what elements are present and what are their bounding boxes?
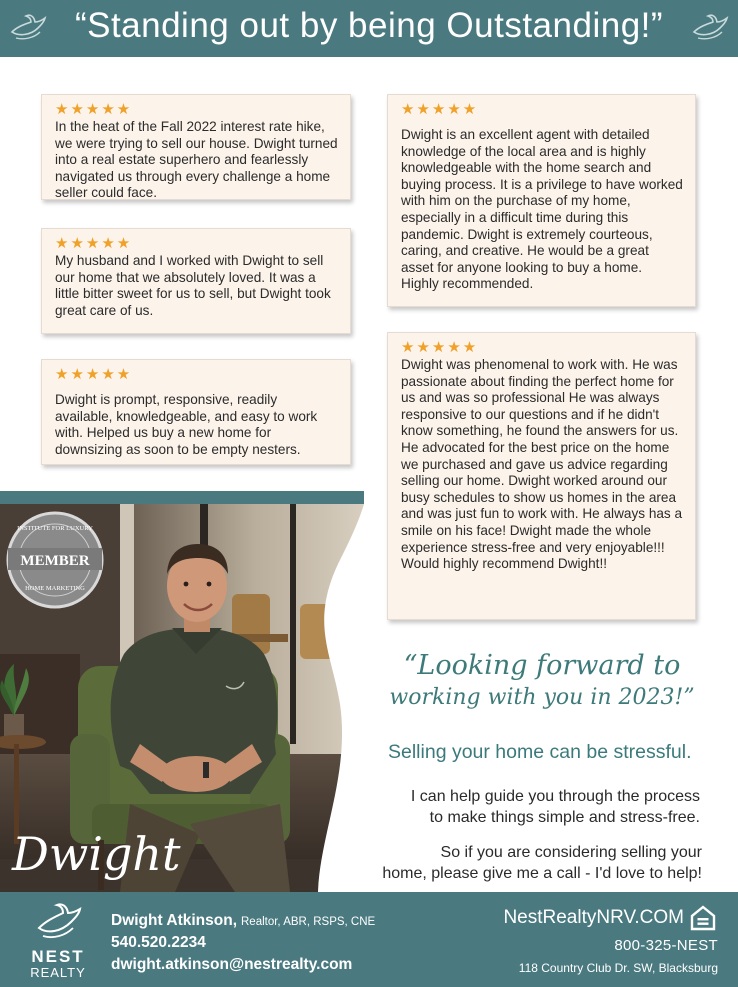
review-text: Dwight was phenomenal to work with. He was passionate about finding the perfect home for us and was so professional He was always responsive to our questions and if he didn't know something, he found the answers for us. He advocated for the best price on the home we purchased and gave us advice regarding selling our home. Dwight worked around our busy schedules to show us homes in the area and was just fun to work with. He always has a smile on his face! Dwight made the whole experience stress-free and very enjoyable!!! Would highly recommend Dwight!! (401, 357, 683, 572)
page-title: “Standing out by being Outstanding!” (74, 6, 664, 45)
review-card (387, 94, 696, 307)
badge-bottom-text: HOME MARKETING (25, 585, 85, 592)
star-rating: ★★★★★ (401, 100, 479, 118)
pitch-guide (411, 786, 700, 828)
bird-icon (690, 10, 730, 46)
agent-credentials: Realtor, ABR, RSPS, CNE (241, 916, 376, 928)
tagline-line-2: working with you in 2023!” (389, 685, 695, 710)
review-card (41, 94, 351, 200)
header-banner (0, 0, 738, 57)
tagline-line-1: “Looking forward to (403, 650, 681, 681)
star-rating: ★★★★★ (401, 338, 479, 356)
photo-top-bar (0, 491, 364, 504)
star-rating: ★★★★★ (55, 365, 133, 383)
equal-housing-icon (690, 905, 716, 931)
bird-logo-icon (33, 900, 83, 944)
footer (0, 892, 738, 987)
signature-dwight: Dwight (12, 827, 181, 881)
nest-realty-logo (22, 900, 94, 984)
logo-realty-text: REALTY (30, 965, 86, 980)
tagline (372, 650, 712, 714)
agent-email[interactable]: dwight.atkinson@nestrealty.com (111, 956, 353, 973)
office-address: 118 Country Club Dr. SW, Blacksburg (518, 961, 718, 975)
logo-nest-text: NEST (31, 947, 85, 966)
pitch-guide-line-2: to make things simple and stress-free. (429, 809, 700, 826)
pitch-call-line-2: home, please give me a call - I'd love to help! (382, 865, 702, 882)
pitch-call (382, 842, 702, 884)
pitch-call-line-1: So if you are considering selling your (440, 844, 702, 861)
review-card (41, 359, 351, 465)
star-rating: ★★★★★ (55, 100, 133, 118)
agent-phone[interactable]: 540.520.2234 (111, 934, 206, 951)
agent-name (111, 912, 375, 930)
office-phone[interactable]: 800-325-NEST (614, 937, 718, 954)
website-link[interactable]: NestRealtyNRV.COM (503, 907, 684, 928)
badge-top-text: INSTITUTE FOR LUXURY (17, 525, 93, 532)
agent-photo (0, 504, 364, 892)
badge-member-text: MEMBER (20, 553, 90, 569)
review-text: Dwight is prompt, responsive, readily available, knowledgeable, and easy to work with. Helped us buy a new home for downsizing as soon to be empty nesters. (55, 392, 318, 457)
pitch-headline: Selling your home can be stressful. (388, 741, 692, 763)
review-text: Dwight is an excellent agent with detailed knowledge of the local area and is highly knowledgeable with the home search and buying process. It is a privilege to have worked with him on the purchase of my home, especially in a difficult time during this pandemic. Dwight is extremely courteous, caring, and creative. He would be a great asset for anyone looking to buy a home. Highly recommended. (401, 127, 683, 292)
bird-icon (8, 10, 48, 46)
agent-name-text: Dwight Atkinson, (111, 912, 237, 929)
review-card (387, 332, 696, 620)
review-card (41, 228, 351, 334)
review-text: In the heat of the Fall 2022 interest rate hike, we were trying to sell our house. Dwight turned into a real estate superhero and fearlessly navigated us through every challenge a home seller could face. (55, 119, 338, 201)
review-text: My husband and I worked with Dwight to sell our home that we absolutely loved. It was a little bitter sweet for us to sell, but Dwight took great care of us. (55, 253, 331, 318)
pitch-guide-line-1: I can help guide you through the process (410, 788, 700, 805)
star-rating: ★★★★★ (55, 234, 133, 252)
